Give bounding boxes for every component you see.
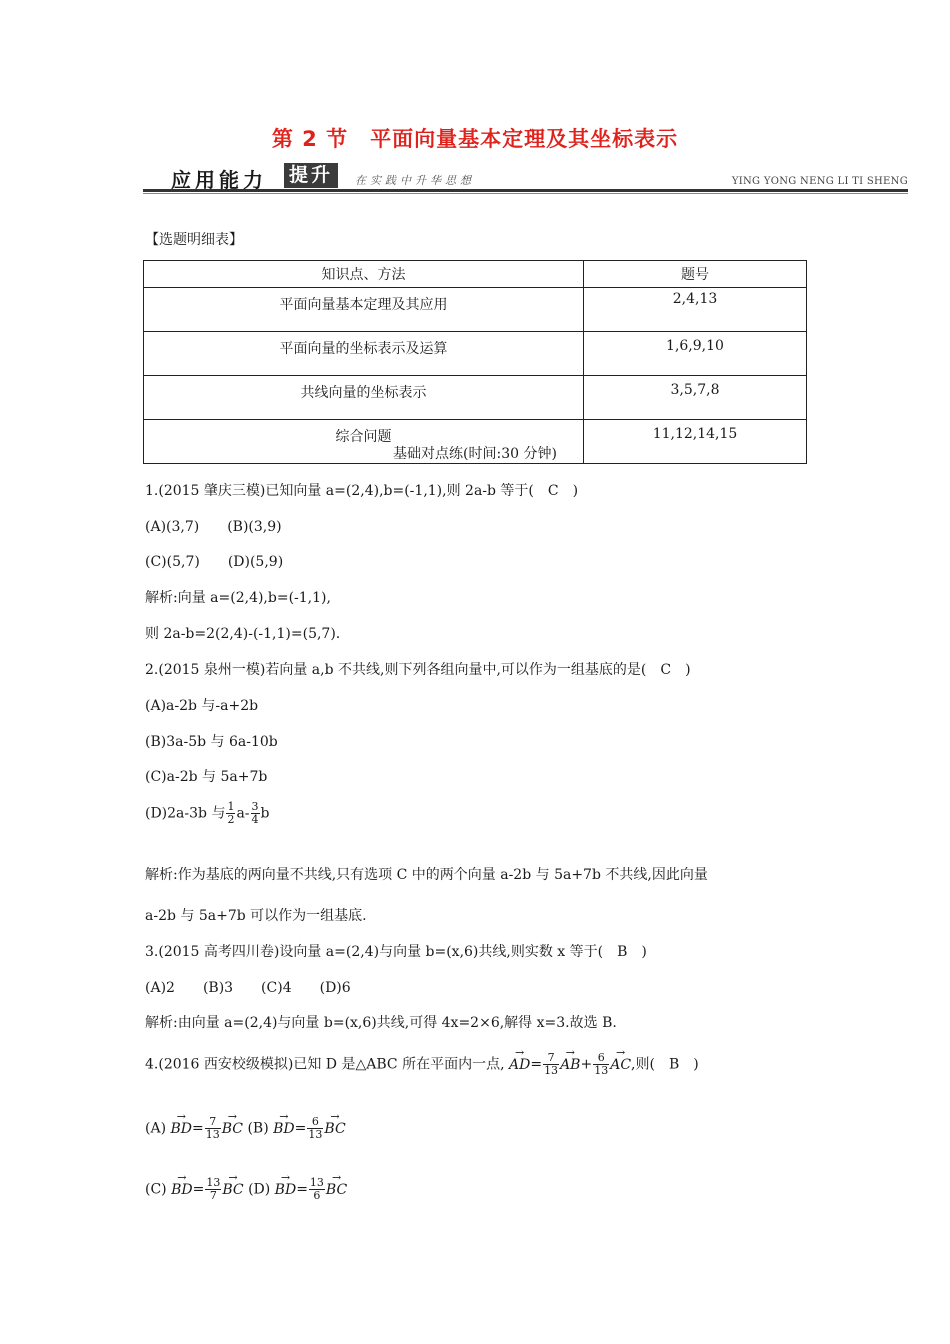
vector-BC: → BC xyxy=(222,1182,243,1198)
equals-sign: = xyxy=(294,1120,307,1137)
vector-AD: → AD xyxy=(509,1057,530,1073)
numerator: 13 xyxy=(206,1176,221,1189)
numerator: 6 xyxy=(593,1052,609,1065)
q1-options-ab: (A)(3,7) (B)(3,9) xyxy=(145,519,282,535)
q2-option-b: (B)3a-5b 与 6a-10b xyxy=(145,734,278,750)
table-cell: 3,5,7,8 xyxy=(584,376,807,420)
numerator: 1 xyxy=(227,800,235,813)
equals-sign: = xyxy=(530,1056,543,1073)
table-cell: 2,4,13 xyxy=(584,288,807,332)
q3-options: (A)2 (B)3 (C)4 (D)6 xyxy=(145,980,351,996)
q2-option-d-end: b xyxy=(260,805,270,822)
table-header-cell: 题号 xyxy=(584,261,807,288)
equals-sign: = xyxy=(192,1181,205,1198)
q3-solution: 解析:由向量 a=(2,4)与向量 b=(x,6)共线,可得 4x=2×6,解得 x=3.故选 B. xyxy=(145,1015,617,1031)
table-cell: 11,12,14,15 xyxy=(584,420,807,464)
fraction xyxy=(251,801,260,826)
numerator: 6 xyxy=(307,1116,323,1129)
q1-solution-line1: 解析:向量 a=(2,4),b=(-1,1), xyxy=(145,590,331,606)
denominator: 13 xyxy=(308,1128,323,1141)
table-cell: 1,6,9,10 xyxy=(584,332,807,376)
section-banner xyxy=(143,162,908,194)
fraction xyxy=(593,1052,609,1077)
q1-solution-line2: 则 2a-b=2(2,4)-(-1,1)=(5,7). xyxy=(145,626,341,642)
q4-options-ab xyxy=(145,1116,346,1141)
banner-rule-thin xyxy=(143,193,908,194)
banner-pinyin: YING YONG NENG LI TI SHENG xyxy=(731,176,908,187)
banner-slogan: 在实践中升华思想 xyxy=(355,174,475,187)
vector-BC: → BC xyxy=(222,1121,243,1137)
q4-option-b-label: (B) xyxy=(247,1120,269,1137)
q2-option-d-prefix: (D)2a-3b 与 xyxy=(145,805,226,822)
plus-sign: + xyxy=(580,1056,593,1073)
denominator: 4 xyxy=(251,813,259,826)
equals-sign: = xyxy=(192,1120,204,1137)
table-heading: 【选题明细表】 xyxy=(145,232,243,248)
numerator: 7 xyxy=(205,1116,221,1129)
q2-option-d xyxy=(145,801,270,826)
vector-BD: → BD xyxy=(171,1121,193,1137)
section-label: 基础对点练(时间:30 分钟) xyxy=(393,446,557,462)
numerator: 7 xyxy=(543,1052,559,1065)
vector-AB: → AB xyxy=(560,1057,580,1073)
table-cell: 共线向量的坐标表示 xyxy=(144,376,584,420)
equals-sign: = xyxy=(296,1181,308,1198)
denominator: 7 xyxy=(209,1189,217,1202)
q2-option-a: (A)a-2b 与-a+2b xyxy=(145,698,259,714)
q2-option-d-mid: a- xyxy=(236,805,250,822)
table-row xyxy=(144,376,807,420)
table-row xyxy=(144,288,807,332)
fraction xyxy=(226,801,235,826)
q2-stem: 2.(2015 泉州一模)若向量 a,b 不共线,则下列各组向量中,可以作为一组基底的是( C ) xyxy=(145,662,691,678)
vector-BD: → BD xyxy=(275,1182,297,1198)
table-row xyxy=(144,332,807,376)
denominator: 6 xyxy=(313,1189,321,1202)
numerator: 3 xyxy=(251,800,259,813)
fraction xyxy=(205,1116,221,1141)
q4-stem xyxy=(145,1052,699,1077)
vector-AC: → AC xyxy=(610,1057,631,1073)
denominator: 13 xyxy=(594,1064,609,1077)
banner-main-text: 应用能力 xyxy=(171,168,267,192)
q1-stem: 1.(2015 肇庆三模)已知向量 a=(2,4),b=(-1,1),则 2a-b 等于( C ) xyxy=(145,483,579,499)
q2-option-c: (C)a-2b 与 5a+7b xyxy=(145,769,268,785)
denominator: 2 xyxy=(227,813,235,826)
page-title: 第 2 节 平面向量基本定理及其坐标表示 xyxy=(271,127,679,151)
q4-stem-prefix: 4.(2016 西安校级模拟)已知 D 是△ABC 所在平面内一点, xyxy=(145,1056,505,1073)
table-cell: 综合问题 xyxy=(144,420,584,464)
q3-stem: 3.(2015 高考四川卷)设向量 a=(2,4)与向量 b=(x,6)共线,则实数 x 等于( B ) xyxy=(145,944,647,960)
fraction xyxy=(543,1052,559,1077)
table-header-cell: 知识点、方法 xyxy=(144,261,584,288)
q1-options-cd: (C)(5,7) (D)(5,9) xyxy=(145,554,284,570)
vector-BC: → BC xyxy=(326,1182,347,1198)
fraction xyxy=(309,1177,325,1202)
table-cell: 平面向量的坐标表示及运算 xyxy=(144,332,584,376)
q4-option-d-label: (D) xyxy=(248,1181,271,1198)
q4-option-c-label: (C) xyxy=(145,1181,167,1198)
q2-solution-line1: 解析:作为基底的两向量不共线,只有选项 C 中的两个向量 a-2b 与 5a+7b 不共线,因此向量 xyxy=(145,867,708,883)
table-header-row xyxy=(144,261,807,288)
q4-options-cd xyxy=(145,1177,347,1202)
vector-BD: → BD xyxy=(273,1121,295,1137)
vector-BD: → BD xyxy=(171,1182,193,1198)
denominator: 13 xyxy=(205,1128,220,1141)
fraction xyxy=(307,1116,323,1141)
banner-highlight: 提升 xyxy=(284,163,338,188)
numerator: 13 xyxy=(309,1176,324,1189)
vector-BC: → BC xyxy=(324,1121,345,1137)
q4-stem-suffix: ,则( B ) xyxy=(631,1056,699,1073)
denominator: 13 xyxy=(544,1064,559,1077)
fraction xyxy=(205,1177,221,1202)
q4-option-a-label: (A) xyxy=(145,1120,167,1137)
table-cell: 平面向量基本定理及其应用 xyxy=(144,288,584,332)
topic-table xyxy=(143,260,807,464)
q2-solution-line2: a-2b 与 5a+7b 可以作为一组基底. xyxy=(145,908,367,924)
